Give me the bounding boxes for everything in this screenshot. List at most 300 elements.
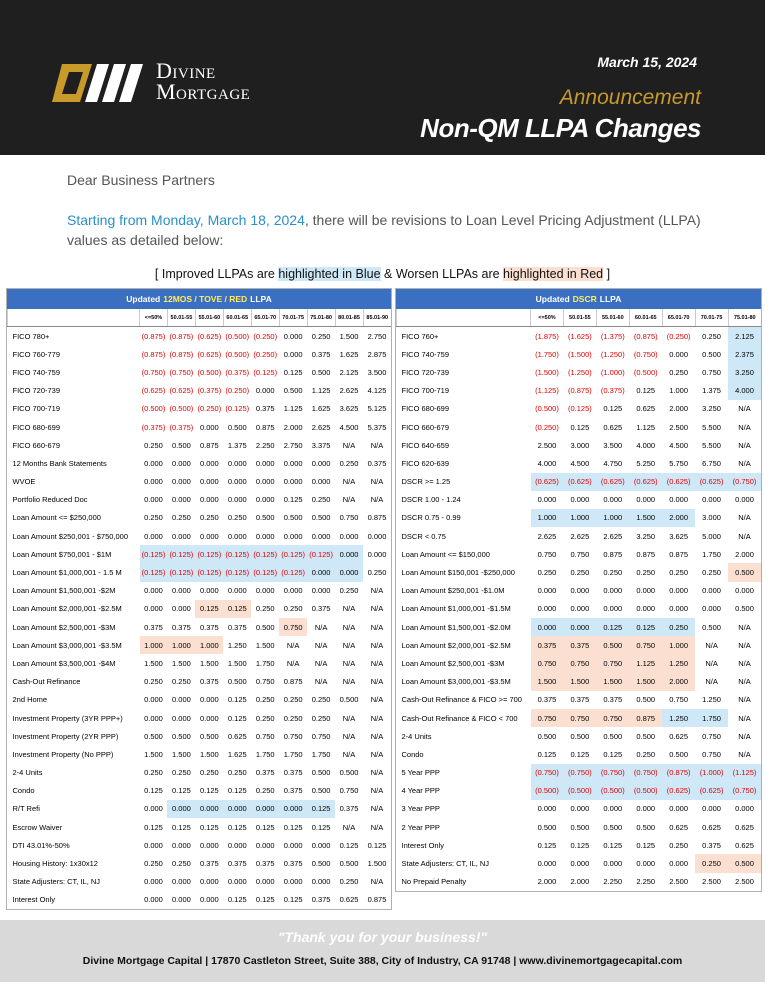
table-cell: 1.625 — [311, 404, 331, 414]
table-cell: 0.375 — [311, 895, 331, 905]
table-cell: 0.500 — [311, 513, 331, 523]
announcement-date: March 15, 2024 — [597, 54, 697, 70]
table-cell: 4.500 — [570, 458, 590, 468]
table-cell: 4.750 — [603, 458, 623, 468]
table-cell: 0.750 — [702, 731, 721, 741]
table-cell: 0.000 — [223, 800, 251, 818]
row-label: Cash-Out Refinance & FICO < 700 — [401, 713, 518, 723]
table-cell: 0.375 — [283, 859, 303, 869]
table-cell: N/A — [286, 640, 300, 650]
table-cell: 0.125 — [227, 713, 247, 723]
brand-line1: Divine — [156, 58, 216, 83]
column-header: 75.01-80 — [728, 309, 761, 327]
table-cell: 0.250 — [339, 458, 359, 468]
table-cell: 0.000 — [570, 495, 590, 505]
table-cell: 1.750 — [283, 749, 303, 759]
table-cell: N/A — [705, 640, 718, 650]
table-cell: 0.000 — [144, 604, 163, 614]
intro-text: , there will be revisions to Loan Level Pricing Adjustment (LLPA) values as detailed below: — [67, 212, 701, 248]
table-cell: (0.625) — [531, 473, 564, 491]
table-cell: 0.625 — [603, 422, 623, 432]
table-cell: (0.750) — [728, 782, 761, 800]
table-cell: 0.000 — [283, 458, 303, 468]
table-cell: 0.000 — [531, 618, 564, 636]
table-cell: 0.000 — [199, 877, 219, 887]
column-header: 70.01-75 — [279, 309, 307, 327]
table-cell: 0.000 — [283, 877, 303, 887]
table-row — [397, 582, 762, 600]
table-cell: 0.000 — [255, 386, 275, 396]
table-row — [8, 873, 392, 891]
table-cell: 0.375 — [255, 768, 275, 778]
table-cell: 0.000 — [227, 877, 247, 887]
table-cell: 0.250 — [702, 568, 721, 578]
brand-line2: Mortgage — [156, 79, 251, 104]
table-cell: 0.250 — [636, 749, 656, 759]
table-cell: (0.625) — [662, 473, 695, 491]
table-cell: 0.250 — [339, 877, 359, 887]
table-cell: 1.000 — [563, 509, 596, 527]
table-cell: (0.500) — [535, 404, 559, 414]
row-label: Cash-Out Refinance — [12, 677, 81, 687]
table-cell: N/A — [342, 477, 356, 487]
table-cell: (0.625) — [596, 473, 629, 491]
table-cell: 0.000 — [251, 800, 279, 818]
row-label: DTI 43.01%-50% — [12, 840, 70, 850]
table-row — [397, 382, 762, 400]
table-cell: 4.000 — [537, 458, 557, 468]
table-cell: 2.625 — [339, 386, 359, 396]
table-cell: 0.000 — [172, 877, 191, 887]
table-cell: (0.125) — [279, 563, 307, 581]
table-cell: N/A — [342, 658, 356, 668]
title-post: LLPA — [599, 294, 622, 304]
table-cell: 0.750 — [563, 709, 596, 727]
table-cell: N/A — [286, 658, 300, 668]
table-cell: 0.000 — [311, 477, 331, 487]
table-cell: (0.125) — [568, 404, 592, 414]
page-title: Non-QM LLPA Changes — [420, 113, 701, 143]
column-header: 50.01-55 — [563, 309, 596, 327]
table-cell: (0.125) — [251, 563, 279, 581]
table-cell: 0.250 — [255, 786, 275, 796]
row-label: State Adjusters: CT, IL, NJ — [401, 859, 490, 869]
table-cell: N/A — [342, 440, 356, 450]
table-cell: (0.125) — [223, 545, 251, 563]
table-cell: 3.000 — [702, 513, 721, 523]
table-cell: 0.375 — [339, 804, 359, 814]
table-cell: 0.250 — [199, 768, 219, 778]
table-cell: N/A — [342, 604, 356, 614]
table-cell: 0.000 — [570, 604, 590, 614]
row-label: FICO 760-779 — [12, 349, 61, 359]
table-cell: (0.375) — [600, 386, 625, 396]
thank-you-message: "Thank you for your business!" — [277, 929, 488, 945]
table-cell: (0.500) — [197, 367, 222, 377]
table-cell: 2.875 — [367, 349, 387, 359]
table-cell: 0.250 — [311, 495, 331, 505]
table-row — [397, 345, 762, 363]
table-cell: (1.125) — [535, 386, 559, 396]
table-cell: 0.375 — [199, 859, 219, 869]
row-label: Loan Amount $1,000,001 -$1.5M — [401, 604, 511, 614]
table-cell: 0.000 — [570, 859, 590, 869]
table-cell: 0.000 — [603, 495, 623, 505]
table-cell: 0.250 — [603, 568, 623, 578]
legend-suffix: ] — [603, 267, 611, 281]
table-cell: (0.750) — [596, 764, 629, 782]
table-cell: 0.000 — [283, 586, 303, 596]
table-cell: 0.500 — [702, 622, 721, 632]
table-cell: 0.500 — [570, 731, 590, 741]
table-row — [397, 618, 762, 636]
table-cell: 0.000 — [144, 713, 163, 723]
table-row — [397, 527, 762, 545]
table-cell: 3.375 — [311, 440, 331, 450]
table-cell: 1.375 — [227, 440, 247, 450]
row-label: FICO 660-679 — [12, 440, 61, 450]
table-cell: 0.000 — [144, 804, 163, 814]
table-cell: 0.250 — [144, 768, 163, 778]
table-cell: (0.125) — [253, 367, 278, 377]
table-cell: N/A — [370, 877, 384, 887]
row-label: Investment Property (3YR PPP+) — [12, 713, 123, 723]
table-cell: 0.125 — [227, 695, 247, 705]
table-cell: 0.000 — [603, 859, 623, 869]
table-cell: 0.000 — [335, 545, 363, 563]
table-cell: 0.125 — [570, 749, 590, 759]
table-cell: 0.375 — [311, 604, 331, 614]
table-cell: 5.250 — [636, 458, 656, 468]
column-header: <=50% — [531, 309, 564, 327]
table-cell: 0.125 — [255, 895, 275, 905]
table-cell: 0.000 — [339, 531, 359, 541]
row-label: Cash-Out Refinance & FICO >= 700 — [401, 695, 522, 705]
company-logo[interactable] — [52, 60, 282, 106]
table-cell: 0.875 — [669, 549, 689, 559]
table-cell: 1.625 — [227, 749, 247, 759]
table-cell: 0.000 — [172, 495, 191, 505]
table-cell: (0.750) — [169, 367, 194, 377]
table-cell: 1.750 — [255, 658, 275, 668]
row-label: Portfolio Reduced Doc — [12, 495, 88, 505]
row-label: FICO 620-639 — [401, 458, 450, 468]
table-row — [397, 400, 762, 418]
table-cell: 0.250 — [636, 568, 656, 578]
table-cell: 6.750 — [702, 458, 721, 468]
table-cell: N/A — [738, 404, 751, 414]
table-cell: (0.500) — [225, 331, 250, 341]
table-cell: 1.500 — [596, 673, 629, 691]
table-cell: 0.250 — [144, 677, 163, 687]
row-label: Investment Property (No PPP) — [12, 749, 114, 759]
table-cell: 0.750 — [255, 677, 275, 687]
table-cell: (0.875) — [141, 349, 166, 359]
table-cell: 0.500 — [339, 859, 359, 869]
table-cell: 0.250 — [172, 513, 191, 523]
table-cell: (0.750) — [141, 367, 166, 377]
table-cell: 0.375 — [199, 677, 219, 687]
table-cell: 0.750 — [702, 367, 721, 377]
table-cell: 1.125 — [636, 422, 656, 432]
table-cell: (0.625) — [695, 782, 728, 800]
row-label: 12 Months Bank Statements — [12, 458, 107, 468]
table-cell: 0.125 — [537, 749, 557, 759]
table-cell: (1.500) — [535, 367, 559, 377]
table-cell: 0.375 — [702, 840, 721, 850]
table-cell: (0.500) — [563, 782, 596, 800]
row-label: Loan Amount $250,001 -$1.0M — [401, 586, 505, 596]
table-cell: 0.000 — [172, 695, 191, 705]
table-cell: (0.625) — [169, 386, 194, 396]
table-cell: N/A — [738, 731, 751, 741]
row-label: Loan Amount $250,001 - $750,000 — [12, 531, 129, 541]
table-cell: 0.000 — [669, 804, 689, 814]
row-label: Loan Amount $2,000,001 -$2.5M — [401, 640, 511, 650]
table-cell: 0.000 — [172, 895, 191, 905]
table-cell: 0.750 — [596, 654, 629, 672]
row-label: State Adjusters: CT, IL, NJ — [12, 877, 101, 887]
table-cell: 0.000 — [636, 495, 656, 505]
table-cell: (1.375) — [600, 331, 625, 341]
table-cell: 0.875 — [636, 549, 656, 559]
table-cell: 0.125 — [283, 822, 303, 832]
table-cell: 0.000 — [669, 604, 689, 614]
table-cell: 0.250 — [172, 677, 191, 687]
table-cell: 0.000 — [144, 877, 163, 887]
table-row — [8, 745, 392, 763]
table-cell: 0.125 — [367, 840, 387, 850]
table-cell: 3.500 — [367, 367, 387, 377]
table-cell: 0.500 — [636, 822, 656, 832]
table-body — [397, 327, 762, 891]
table-cell: 0.000 — [255, 458, 275, 468]
table-cell: 0.000 — [144, 495, 163, 505]
table-cell: 0.000 — [537, 859, 557, 869]
table-cell: N/A — [738, 440, 751, 450]
table-cell: 0.000 — [255, 477, 275, 487]
table-cell: 1.500 — [531, 673, 564, 691]
title-pre: Updated — [535, 294, 570, 304]
table-row — [397, 491, 762, 509]
table-cell: N/A — [738, 622, 751, 632]
table-cell: 1.750 — [255, 749, 275, 759]
table-cell: 4.000 — [728, 382, 761, 400]
table-cell: 0.000 — [669, 859, 689, 869]
table-cell: N/A — [370, 677, 384, 687]
table-cell: 0.375 — [172, 622, 191, 632]
row-label: 2nd Home — [12, 695, 48, 705]
table-cell: 0.000 — [227, 586, 247, 596]
table-cell: (0.125) — [140, 563, 168, 581]
table-cell: 4.000 — [636, 440, 656, 450]
table-cell: 0.500 — [537, 731, 557, 741]
table-row — [8, 363, 392, 381]
table-cell: (1.750) — [535, 349, 559, 359]
table-cell: 2.000 — [283, 422, 303, 432]
table-cell: 0.000 — [735, 804, 754, 814]
row-label: Loan Amount $1,500,001 -$2.0M — [401, 622, 511, 632]
table-cell: 1.500 — [629, 673, 662, 691]
table-row — [8, 673, 392, 691]
table-cell: 3.000 — [570, 440, 590, 450]
table-row — [397, 327, 762, 346]
table-cell: 1.250 — [702, 695, 721, 705]
table-cell: 0.000 — [563, 618, 596, 636]
table-cell: 0.000 — [367, 549, 387, 559]
table-cell: N/A — [342, 822, 356, 832]
table-cell: N/A — [370, 477, 384, 487]
table-cell: 0.875 — [283, 677, 303, 687]
table-cell: (0.875) — [633, 331, 658, 341]
table-cell: (0.125) — [223, 563, 251, 581]
table-cell: 0.125 — [283, 895, 303, 905]
table-cell: (0.250) — [253, 349, 278, 359]
table-cell: 0.000 — [199, 713, 219, 723]
row-label: Loan Amount $3,000,001 -$3.5M — [12, 640, 122, 650]
table-row — [397, 818, 762, 836]
table-cell: 0.000 — [172, 458, 191, 468]
table-cell: (0.750) — [728, 473, 761, 491]
table-cell: 0.125 — [255, 822, 275, 832]
table-cell: N/A — [738, 422, 751, 432]
table-cell: 0.000 — [279, 800, 307, 818]
table-cell: 0.125 — [199, 822, 219, 832]
table-cell: 0.125 — [283, 367, 303, 377]
table-body — [8, 327, 392, 910]
table-cell: 0.250 — [695, 854, 728, 872]
table-cell: 0.000 — [570, 804, 590, 814]
table-cell: 0.000 — [144, 531, 163, 541]
table-cell: 0.500 — [603, 731, 623, 741]
table-cell: N/A — [705, 658, 718, 668]
table-cell: 0.000 — [227, 495, 247, 505]
table-header-row — [8, 309, 392, 327]
table-grid — [396, 309, 761, 891]
row-label: DSCR 0.75 - 0.99 — [401, 513, 461, 523]
table-cell: 0.000 — [367, 531, 387, 541]
table-cell: (0.375) — [197, 386, 222, 396]
table-cell: 1.125 — [311, 386, 331, 396]
table-cell: N/A — [314, 677, 328, 687]
table-cell: 0.750 — [669, 695, 689, 705]
table-cell: 0.250 — [144, 513, 163, 523]
table-cell: 1.500 — [199, 749, 219, 759]
table-cell: 0.125 — [227, 786, 247, 796]
table-cell: 0.500 — [603, 822, 623, 832]
table-cell: 0.750 — [570, 549, 590, 559]
row-label: 2-4 Units — [401, 731, 432, 741]
table-cell: 0.000 — [199, 895, 219, 905]
table-cell: 0.125 — [227, 822, 247, 832]
title-pre: Updated — [126, 294, 161, 304]
table-cell: 1.375 — [702, 386, 721, 396]
table-cell: (0.750) — [531, 764, 564, 782]
table-row — [8, 491, 392, 509]
table-cell: 1.750 — [311, 749, 331, 759]
table-row — [8, 691, 392, 709]
table-cell: 5.500 — [702, 440, 721, 450]
table-cell: 4.500 — [669, 440, 689, 450]
table-row — [397, 782, 762, 800]
row-label: FICO 640-659 — [401, 440, 450, 450]
table-cell: 0.375 — [199, 622, 219, 632]
table-row — [397, 363, 762, 381]
table-grid — [7, 309, 391, 909]
table-cell: 0.500 — [311, 786, 331, 796]
table-row — [397, 745, 762, 763]
table-cell: 0.250 — [172, 768, 191, 778]
table-cell: 1.500 — [144, 658, 163, 668]
row-label: Investment Property (2YR PPP) — [12, 731, 119, 741]
legend-blue: highlighted in Blue — [278, 267, 381, 281]
table-row — [397, 636, 762, 654]
table-row — [8, 618, 392, 636]
table-row — [397, 563, 762, 581]
table-cell: (0.625) — [662, 782, 695, 800]
table-cell: 0.750 — [563, 654, 596, 672]
table-cell: 0.625 — [702, 822, 721, 832]
table-cell: 0.375 — [255, 404, 275, 414]
table-cell: 0.000 — [603, 586, 623, 596]
table-cell: 3.250 — [728, 363, 761, 381]
table-cell: 0.750 — [531, 709, 564, 727]
header-blank — [8, 309, 140, 327]
column-header: 85.01-90 — [363, 309, 391, 327]
table-cell: 1.000 — [596, 509, 629, 527]
table-cell: 5.125 — [367, 404, 387, 414]
company-address[interactable]: Divine Mortgage Capital | 17870 Castleton Street, Suite 388, City of Industry, CA 91748 | www.divinemortgagecapital.com — [82, 955, 683, 967]
table-cell: (0.250) — [253, 331, 278, 341]
table-cell: 0.750 — [339, 786, 359, 796]
table-cell: N/A — [738, 513, 751, 523]
row-label: Escrow Waiver — [12, 822, 63, 832]
table-cell: 5.500 — [702, 422, 721, 432]
table-cell: 1.125 — [629, 654, 662, 672]
table-cell: 0.000 — [537, 604, 557, 614]
table-cell: 0.000 — [227, 531, 247, 541]
table-cell: 0.625 — [227, 731, 247, 741]
table-cell: 2.625 — [537, 531, 557, 541]
table-cell: N/A — [342, 749, 356, 759]
table-cell: 0.000 — [735, 586, 754, 596]
table-cell: 0.250 — [227, 513, 247, 523]
table-row — [397, 600, 762, 618]
table-cell: 0.125 — [195, 600, 223, 618]
llpa-table-12mos — [6, 288, 392, 910]
table-row — [8, 509, 392, 527]
table-cell: (0.875) — [169, 331, 194, 341]
table-cell: 0.000 — [144, 458, 163, 468]
table-cell: 0.750 — [629, 636, 662, 654]
table-row — [8, 545, 392, 563]
table-cell: 0.000 — [636, 859, 656, 869]
table-cell: (0.500) — [169, 404, 194, 414]
table-cell: 2.500 — [669, 877, 689, 887]
table-row — [8, 818, 392, 836]
table-cell: (0.625) — [563, 473, 596, 491]
column-header: 65.01-70 — [662, 309, 695, 327]
table-row — [397, 545, 762, 563]
table-row — [8, 582, 392, 600]
table-row — [8, 436, 392, 454]
table-cell: (1.000) — [600, 367, 625, 377]
table-cell: (0.500) — [596, 782, 629, 800]
table-cell: 0.000 — [307, 563, 335, 581]
table-cell: 0.500 — [570, 822, 590, 832]
table-cell: 3.625 — [339, 404, 359, 414]
table-cell: 0.375 — [563, 636, 596, 654]
